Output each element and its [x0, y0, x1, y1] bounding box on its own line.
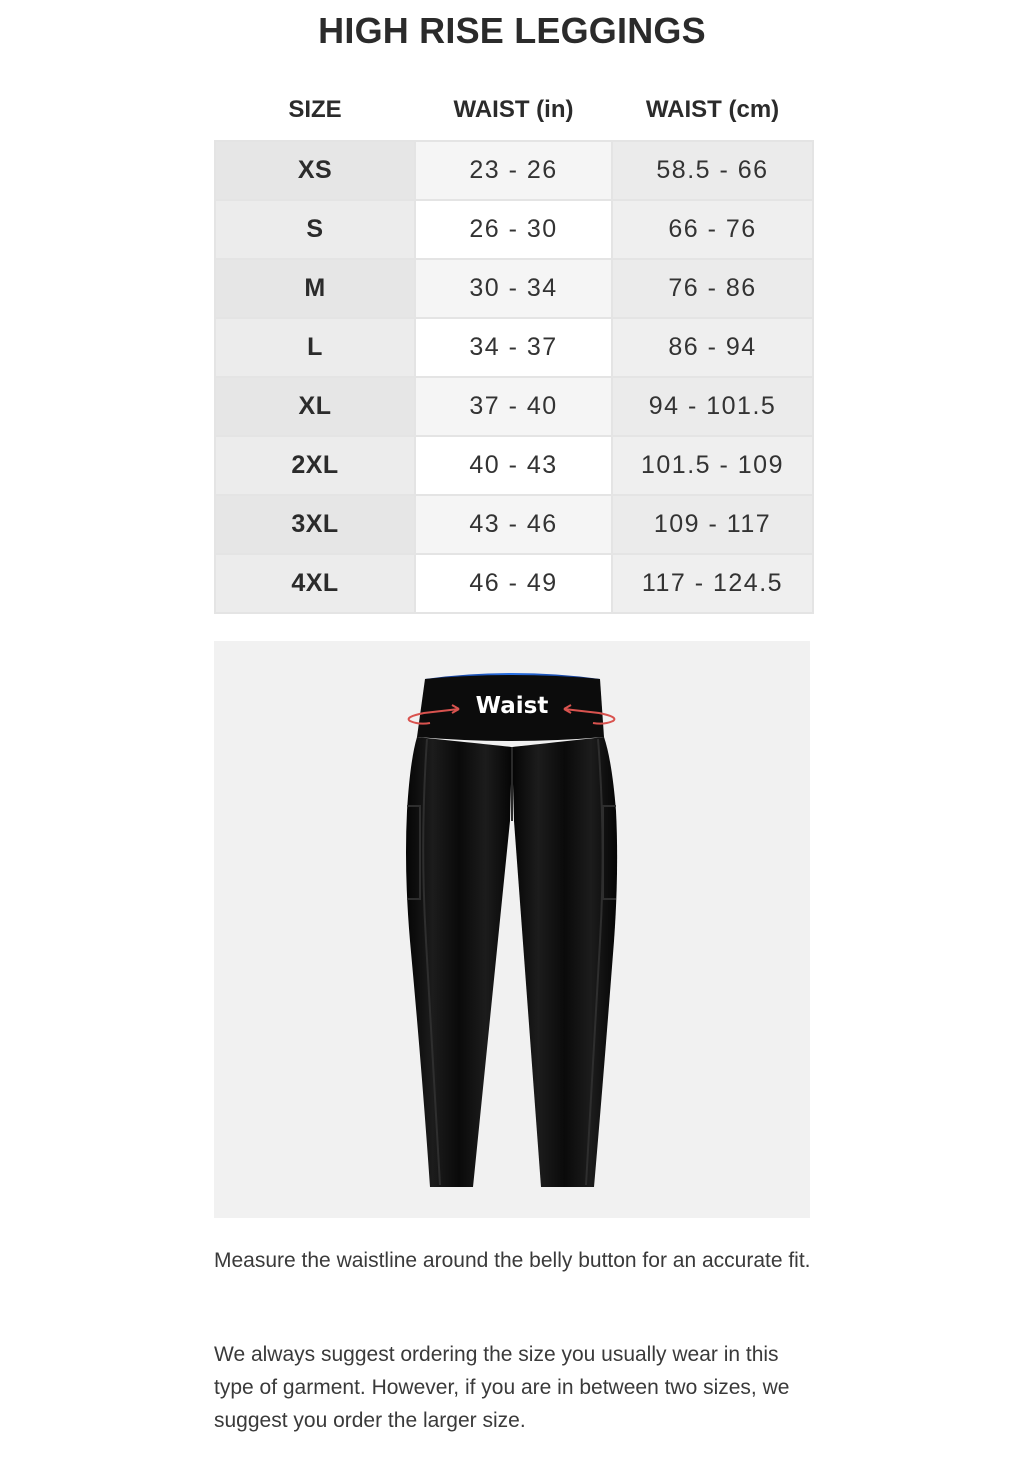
waist-in-cell: 37 - 40: [415, 377, 612, 436]
size-cell: M: [215, 259, 415, 318]
waist-cm-cell: 101.5 - 109: [612, 436, 813, 495]
waist-in-cell: 46 - 49: [415, 554, 612, 613]
size-cell: L: [215, 318, 415, 377]
waist-in-cell: 23 - 26: [415, 141, 612, 200]
table-row: [215, 318, 813, 377]
leggings-illustration: [214, 641, 810, 1218]
size-chart-table: [214, 80, 814, 614]
waist-in-cell: 34 - 37: [415, 318, 612, 377]
page-title: HIGH RISE LEGGINGS: [318, 10, 706, 51]
waist-in-cell: 40 - 43: [415, 436, 612, 495]
table-row: [215, 200, 813, 259]
measure-note: Measure the waistline around the belly button for an accurate fit.: [214, 1249, 811, 1272]
waist-cm-cell: 76 - 86: [612, 259, 813, 318]
waist-in-cell: 43 - 46: [415, 495, 612, 554]
column-header-waist-cm: WAIST (cm): [612, 80, 813, 141]
table-row: [215, 495, 813, 554]
sizing-advice-note: We always suggest ordering the size you usually wear in this type of garment. However, if you are in between two sizes, we suggest you order the larger size.: [214, 1343, 790, 1432]
column-header-size: SIZE: [215, 80, 415, 141]
waist-cm-cell: 109 - 117: [612, 495, 813, 554]
waist-cm-cell: 58.5 - 66: [612, 141, 813, 200]
leggings-illustration-panel: [214, 641, 810, 1218]
waist-cm-cell: 94 - 101.5: [612, 377, 813, 436]
size-cell: XL: [215, 377, 415, 436]
waist-cm-cell: 86 - 94: [612, 318, 813, 377]
size-cell: S: [215, 200, 415, 259]
waist-in-cell: 30 - 34: [415, 259, 612, 318]
size-cell: 4XL: [215, 554, 415, 613]
waist-cm-cell: 117 - 124.5: [612, 554, 813, 613]
size-cell: 2XL: [215, 436, 415, 495]
table-header-row: [215, 80, 813, 141]
table-row: [215, 377, 813, 436]
waist-cm-cell: 66 - 76: [612, 200, 813, 259]
table-row: [215, 259, 813, 318]
table-row: [215, 436, 813, 495]
left-leg: [406, 737, 512, 1187]
column-header-waist-in: WAIST (in): [415, 80, 612, 141]
waist-in-cell: 26 - 30: [415, 200, 612, 259]
waist-label: Waist: [475, 693, 549, 719]
table-row: [215, 141, 813, 200]
size-cell: XS: [215, 141, 415, 200]
table-row: [215, 554, 813, 613]
size-cell: 3XL: [215, 495, 415, 554]
